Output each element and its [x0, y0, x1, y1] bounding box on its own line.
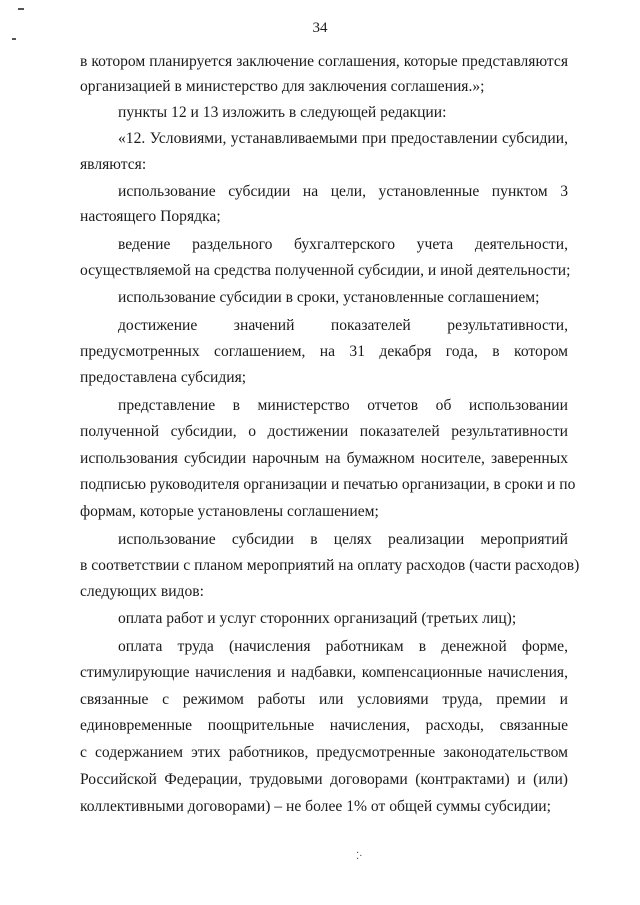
text-line: пункты 12 и 13 изложить в следующей редакции: [118, 104, 447, 121]
text-line: оплата работ и услуг сторонних организаций (третьих лиц); [118, 610, 517, 627]
text-line: использование субсидии в сроки, установленные соглашением; [118, 289, 540, 306]
text-line: следующих видов: [80, 583, 204, 600]
text-line: коллективными договорами) – не более 1% от общей суммы субсидии; [80, 798, 551, 815]
text-line: достижение значений показателей результативности, [118, 317, 568, 334]
text-line: «12. Условиями, устанавливаемыми при предоставлении субсидии, [118, 130, 568, 147]
text-line: стимулирующие начисления и надбавки, компенсационные начисления, [80, 664, 568, 681]
page-number: 34 [312, 20, 328, 36]
text-line: использования субсидии нарочным на бумажном носителе, заверенных [80, 450, 568, 467]
text-line: связанные с режимом работы или условиями труда, премии и [80, 691, 568, 708]
text-line: ведение раздельного бухгалтерского учета деятельности, [118, 236, 568, 253]
text-line: формам, которые установлены соглашением; [80, 503, 379, 520]
text-line: единовременные поощрительные начисления, расходы, связанные [80, 717, 568, 734]
text-line: настоящего Порядка; [80, 208, 221, 225]
text-line: использование субсидии в целях реализации мероприятий [118, 531, 568, 548]
scan-artifact [12, 38, 16, 40]
text-line: организацией в министерство для заключения соглашения.»; [80, 78, 485, 95]
text-line: представление в министерство отчетов об использовании [118, 397, 568, 414]
text-line: полученной субсидии, о достижении показателей результативности [80, 423, 568, 440]
text-line: использование субсидии на цели, установленные пунктом 3 [118, 183, 568, 200]
text-line: являются: [80, 156, 147, 173]
text-line: в соответствии с планом мероприятий на оплату расходов (части расходов) [80, 557, 580, 574]
text-line: осуществляемой на средства полученной субсидии, и иной деятельности; [80, 262, 571, 279]
scan-artifact: ⁚· [356, 851, 363, 862]
text-line: предусмотренных соглашением, на 31 декабря года, в котором [80, 343, 568, 360]
text-line: с содержанием этих работников, предусмотренные законодательством [80, 744, 568, 761]
scan-artifact [18, 8, 24, 10]
text-line: Российской Федерации, трудовыми договорами (контрактами) и (или) [80, 771, 568, 788]
text-line: подписью руководителя организации и печатью организации, в сроки и по [80, 476, 576, 493]
text-line: оплата труда (начисления работникам в денежной форме, [118, 638, 568, 655]
text-line: предоставлена субсидия; [80, 369, 247, 386]
text-line: в котором планируется заключение соглашения, которые представляются [80, 53, 568, 70]
